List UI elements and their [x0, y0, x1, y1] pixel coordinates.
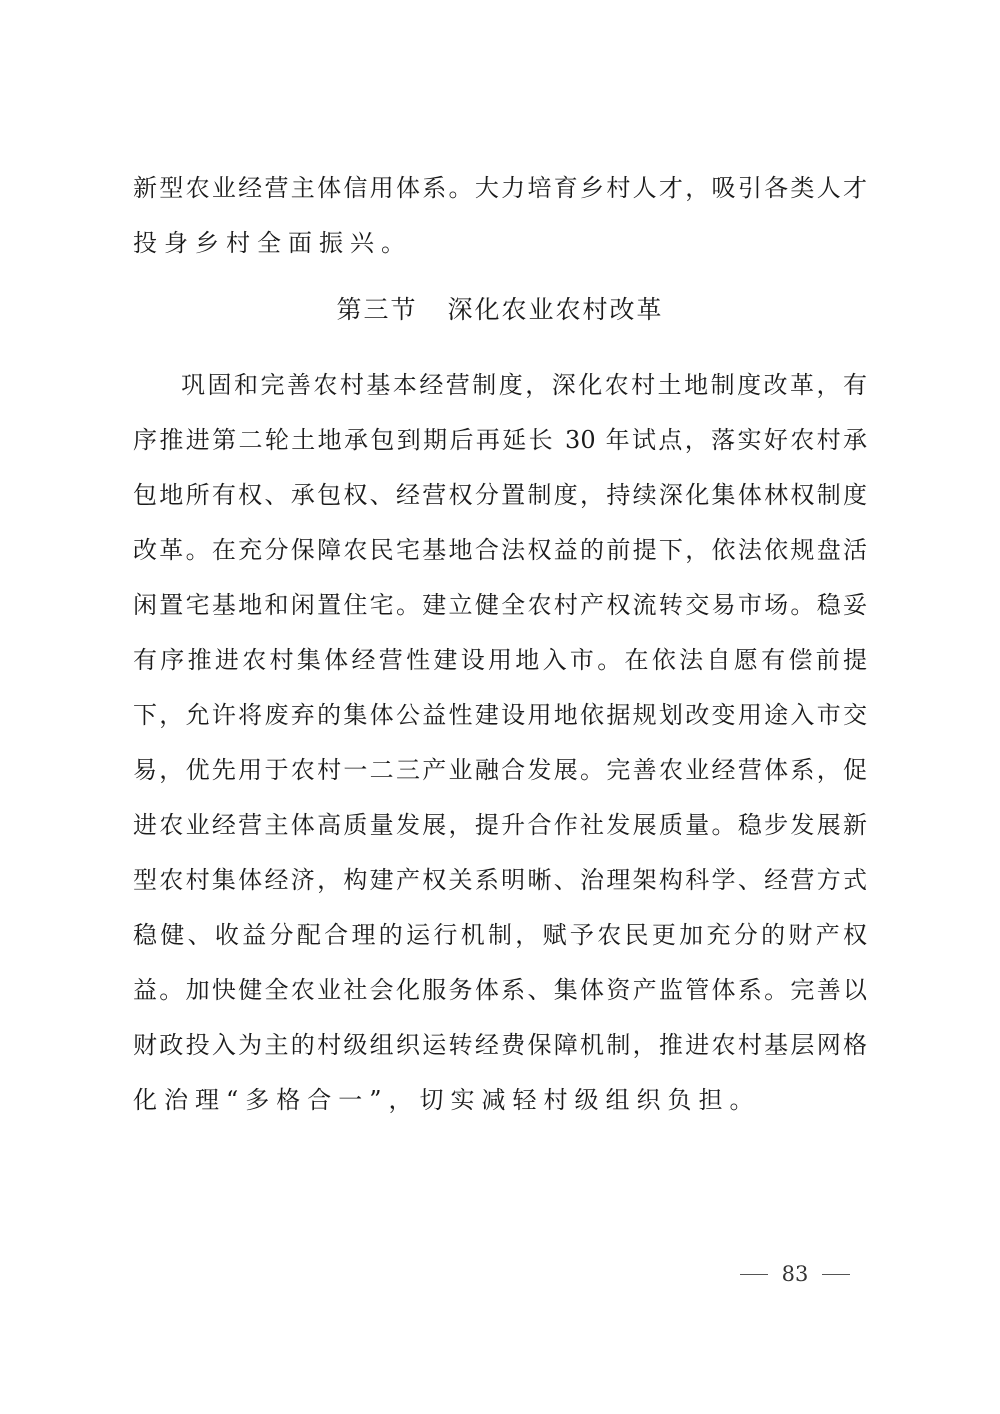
paragraph-line-9: 进农业经营主体高质量发展，提升合作社发展质量。稳步发展新	[133, 811, 867, 839]
continuation-line-2: 投身乡村全面振兴。	[133, 229, 412, 257]
section-title: 深化农业农村改革	[447, 295, 664, 324]
paragraph-line-5: 闲置宅基地和闲置住宅。建立健全农村产权流转交易市场。稳妥	[133, 591, 867, 619]
page-number: 83	[781, 1262, 809, 1286]
paragraph-line-8: 易，优先用于农村一二三产业融合发展。完善农业经营体系，促	[133, 756, 867, 784]
footer-dash-left	[740, 1274, 768, 1275]
paragraph-line-2: 序推进第二轮土地承包到期后再延长 30 年试点，落实好农村承	[133, 426, 867, 454]
page-footer	[740, 1262, 850, 1286]
section-number: 第三节	[336, 295, 418, 324]
paragraph-line-1: 巩固和完善农村基本经营制度，深化农村土地制度改革，有	[181, 371, 867, 399]
paragraph-line-14: 化治理“多格合一”，切实减轻村级组织负担。	[133, 1086, 761, 1114]
paragraph-line-4: 改革。在充分保障农民宅基地合法权益的前提下，依法依规盘活	[133, 536, 867, 564]
continuation-line-1: 新型农业经营主体信用体系。大力培育乡村人才，吸引各类人才	[133, 174, 867, 202]
footer-dash-right	[822, 1274, 850, 1275]
section-heading	[0, 297, 1000, 322]
paragraph-line-13: 财政投入为主的村级组织运转经费保障机制，推进农村基层网格	[133, 1031, 867, 1059]
paragraph-line-7: 下，允许将废弃的集体公益性建设用地依据规划改变用途入市交	[133, 701, 867, 729]
paragraph-line-12: 益。加快健全农业社会化服务体系、集体资产监管体系。完善以	[133, 976, 867, 1004]
paragraph-line-6: 有序推进农村集体经营性建设用地入市。在依法自愿有偿前提	[133, 646, 867, 674]
paragraph-line-11: 稳健、收益分配合理的运行机制，赋予农民更加充分的财产权	[133, 921, 867, 949]
paragraph-line-3: 包地所有权、承包权、经营权分置制度，持续深化集体林权制度	[133, 481, 867, 509]
paragraph-line-10: 型农村集体经济，构建产权关系明晰、治理架构科学、经营方式	[133, 866, 867, 894]
